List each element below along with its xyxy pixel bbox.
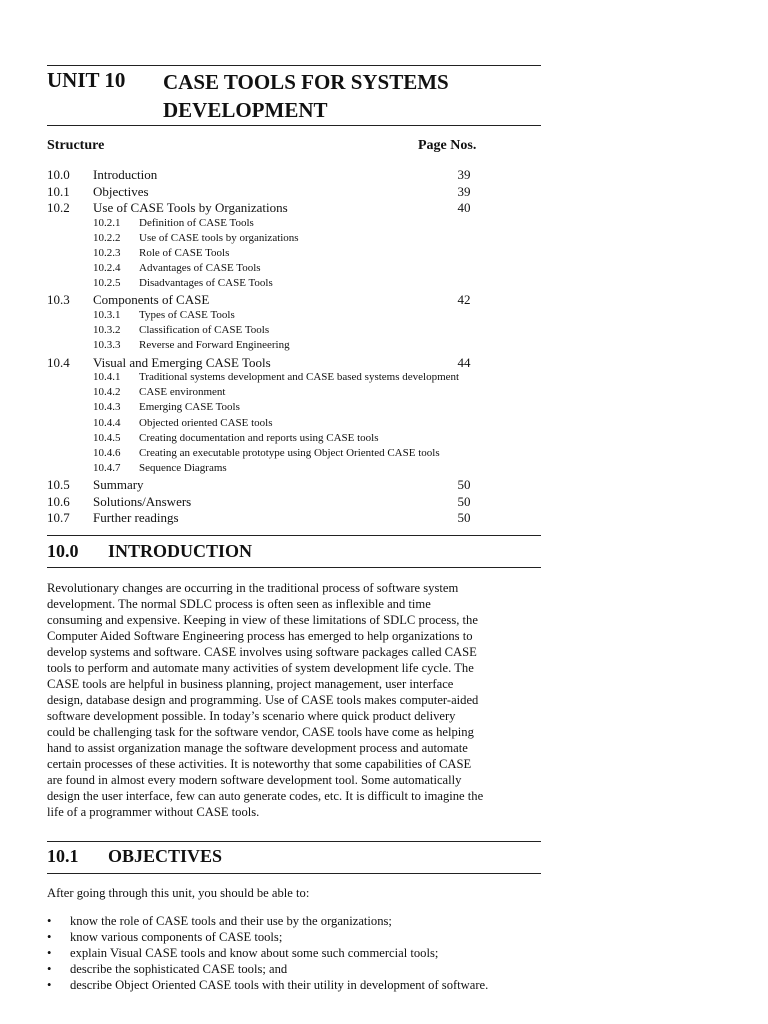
paragraph-line: hand to assist organization manage the software development process and automate: [47, 741, 468, 755]
toc-number: 10.4.1: [93, 371, 121, 383]
page-nos-heading: Page Nos.: [418, 138, 477, 153]
toc-subentry: [47, 232, 541, 247]
toc-entry: [47, 184, 541, 201]
toc-subentry: [47, 417, 541, 432]
objectives-heading: [47, 846, 222, 867]
paragraph-line: design, database design and programming. Use of CASE tools makes computer-aided: [47, 693, 479, 707]
toc-page-number: 50: [457, 510, 471, 526]
toc-number: 10.3: [47, 292, 70, 308]
toc-subentry: [47, 309, 541, 324]
toc-title: Visual and Emerging CASE Tools: [93, 354, 271, 370]
toc-title: Advantages of CASE Tools: [139, 262, 261, 275]
toc-number: 10.4.7: [93, 462, 121, 475]
objectives-number: 10.1: [47, 846, 79, 866]
objectives-top-rule: [47, 841, 541, 842]
toc-title: Classification of CASE Tools: [139, 324, 270, 337]
toc-subentry: [47, 247, 541, 262]
paragraph-line: consuming and expensive. Keeping in view of these limitations of SDLC process, the: [47, 613, 478, 627]
toc-subentry: [47, 401, 541, 416]
paragraph-line: could be challenging task for the software vendor, CASE tools have come as helping: [47, 725, 474, 739]
toc-page-number: 40: [457, 200, 471, 215]
objective-item: • explain Visual CASE tools and know about some such commercial tools;: [47, 945, 541, 961]
toc-title: Use of CASE tools by organizations: [139, 231, 299, 244]
toc-title: CASE environment: [139, 386, 226, 399]
toc-title: Types of CASE Tools: [139, 308, 235, 321]
toc-title: Objectives: [93, 183, 149, 199]
title-bottom-rule: [47, 125, 541, 126]
objective-item: • describe Object Oriented CASE tools with their utility in development of software.: [47, 977, 541, 993]
introduction-paragraph: [47, 580, 541, 820]
top-rule: [47, 65, 541, 66]
toc-title: Role of CASE Tools: [139, 246, 230, 259]
toc-subentry: [47, 324, 541, 339]
toc-entry: [47, 355, 541, 372]
toc-number: 10.2.4: [93, 262, 121, 275]
objective-item: • describe the sophisticated CASE tools; and: [47, 961, 541, 977]
paragraph-line: tools to perform and automate many activities of system development life cycle. The: [47, 661, 474, 675]
toc-page-number: 50: [457, 477, 471, 493]
toc-page-number: 39: [457, 167, 471, 182]
paragraph-line: are found in almost every modern software development tool. Some automatically: [47, 773, 462, 787]
toc-title: Sequence Diagrams: [139, 462, 227, 475]
toc-title: Creating documentation and reports using CASE tools: [139, 431, 379, 444]
toc-entry: [47, 477, 541, 494]
toc-subentry: [47, 262, 541, 277]
introduction-heading: [47, 541, 252, 562]
toc-title: Creating an executable prototype using Object Oriented CASE tools: [139, 446, 440, 459]
toc-number: 10.0: [47, 167, 70, 182]
toc-title: Introduction: [93, 167, 158, 182]
toc-title: Emerging CASE Tools: [139, 401, 240, 414]
toc-title: Components of CASE: [93, 292, 210, 308]
toc-subentry: [47, 339, 541, 354]
toc-number: 10.4.4: [93, 416, 121, 429]
toc-number: 10.4.2: [93, 386, 121, 399]
toc-number: 10.4.5: [93, 431, 121, 444]
toc-entry: [47, 510, 541, 527]
table-of-contents: [47, 167, 541, 527]
toc-title: Traditional systems development and CASE based systems development: [139, 371, 460, 383]
paragraph-line: certain processes of these activities. It is noteworthy that some capabilities of CASE: [47, 757, 472, 771]
paragraph-line: life of a programmer without CASE tools.: [47, 805, 260, 819]
unit-label: UNIT 10: [47, 68, 126, 92]
toc-entry: [47, 200, 541, 217]
toc-bottom-rule: [47, 535, 541, 536]
paragraph-line: development. The normal SDLC process is often seen as inflexible and time: [47, 597, 431, 611]
toc-number: 10.2.1: [93, 216, 121, 229]
introduction-number: 10.0: [47, 541, 79, 561]
toc-title: Solutions/Answers: [93, 493, 192, 509]
unit-title: CASE TOOLS FOR SYSTEMS DEVELOPMENT: [163, 70, 449, 122]
toc-subentry: [47, 386, 541, 401]
toc-subentry: [47, 277, 541, 292]
toc-subentry: [47, 371, 541, 386]
introduction-title: INTRODUCTION: [108, 541, 253, 561]
toc-number: 10.1: [47, 183, 70, 199]
toc-entry: [47, 292, 541, 309]
toc-number: 10.3.3: [93, 339, 121, 352]
paragraph-line: Computer Aided Software Engineering process has emerged to help organizations to: [47, 629, 473, 643]
toc-number: 10.2: [47, 200, 70, 215]
toc-page-number: 44: [457, 354, 471, 370]
toc-subentry: [47, 462, 541, 477]
toc-subentry: [47, 217, 541, 232]
toc-number: 10.4.3: [93, 401, 121, 414]
objectives-intro: After going through this unit, you should be able to:: [47, 886, 310, 900]
toc-page-number: 42: [457, 292, 471, 308]
objectives-list: [47, 913, 541, 993]
toc-number: 10.2.5: [93, 277, 121, 290]
toc-title: Disadvantages of CASE Tools: [139, 277, 273, 290]
toc-title: Definition of CASE Tools: [139, 216, 254, 229]
objectives-title: OBJECTIVES: [108, 846, 223, 866]
toc-number: 10.2.3: [93, 246, 121, 259]
objective-item: • know various components of CASE tools;: [47, 929, 541, 945]
structure-heading: Structure: [47, 138, 105, 153]
toc-number: 10.4.6: [93, 446, 121, 459]
toc-page-number: 50: [457, 493, 471, 509]
toc-number: 10.6: [47, 493, 70, 509]
toc-subentry: [47, 432, 541, 447]
toc-title: Summary: [93, 477, 144, 493]
toc-title: Use of CASE Tools by Organizations: [93, 200, 288, 215]
objectives-rule: [47, 873, 541, 874]
toc-number: 10.4: [47, 354, 70, 370]
paragraph-line: develop systems and software. CASE involves using software packages called CASE: [47, 645, 477, 659]
toc-number: 10.5: [47, 477, 70, 493]
toc-entry: [47, 167, 541, 184]
paragraph-line: software development possible. In today’s scenario where quick product delivery: [47, 709, 456, 723]
toc-page-number: 39: [457, 183, 471, 199]
toc-title: Objected oriented CASE tools: [139, 416, 273, 429]
introduction-rule: [47, 567, 541, 568]
paragraph-line: design the user interface, few can auto generate codes, etc. It is difficult to imagine the: [47, 789, 484, 803]
paragraph-line: Revolutionary changes are occurring in the traditional process of software system: [47, 581, 459, 595]
toc-title: Further readings: [93, 510, 179, 526]
objective-item: • know the role of CASE tools and their use by the organizations;: [47, 913, 541, 929]
toc-subentry: [47, 447, 541, 462]
toc-title: Reverse and Forward Engineering: [139, 339, 290, 352]
toc-number: 10.3.1: [93, 308, 121, 321]
toc-number: 10.2.2: [93, 231, 121, 244]
toc-entry: [47, 494, 541, 511]
toc-number: 10.3.2: [93, 324, 121, 337]
toc-number: 10.7: [47, 510, 70, 526]
paragraph-line: CASE tools are helpful in business planning, project management, user interface: [47, 677, 454, 691]
